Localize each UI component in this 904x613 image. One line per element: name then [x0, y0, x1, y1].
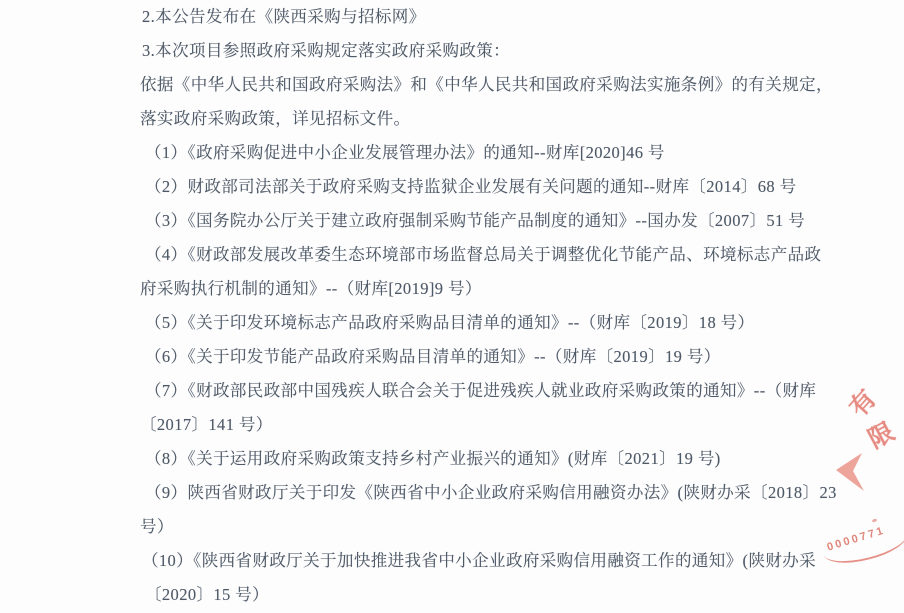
seal-character-bottom: 限 — [864, 418, 900, 454]
text-line: 3.本次项目参照政府采购规定落实政府采购政策： — [142, 41, 511, 60]
text-line: 依据《中华人民共和国政府采购法》和《中华人民共和国政府采购法实施条例》的有关规定， — [140, 75, 833, 94]
text-line: （8）《关于运用政府采购政策支持乡村产业振兴的通知》(财库〔2021〕19 号) — [145, 449, 721, 468]
text-line: 府采购执行机制的通知》--（财库[2019]9 号） — [140, 279, 482, 298]
seal-character-top: 有 — [844, 385, 882, 423]
text-line: 落实政府采购政策，详见招标文件。 — [140, 109, 411, 128]
seal-star-fragment-icon — [836, 453, 866, 493]
text-line: 〔2017〕141 号） — [140, 415, 273, 434]
seal-serial-number: 0000771 — [825, 524, 887, 554]
text-line: （2）财政部司法部关于政府采购支持监狱企业发展有关问题的通知--财库〔2014〕68 号 — [145, 177, 797, 196]
text-line: （1）《政府采购促进中小企业发展管理办法》的通知--财库[2020]46 号 — [145, 143, 665, 162]
text-line: 号） — [140, 517, 174, 536]
text-line: （6）《关于印发节能产品政府采购品目清单的通知》--（财库〔2019〕19 号） — [145, 347, 721, 366]
text-line: （5）《关于印发环境标志产品政府采购品目清单的通知》--（财库〔2019〕18 号） — [145, 313, 755, 332]
text-line: （7）《财政部民政部中国残疾人联合会关于促进残疾人就业政府采购政策的通知》--（财库 — [145, 381, 817, 400]
text-line: （4）《财政部发展改革委生态环境部市场监督总局关于调整优化节能产品、环境标志产品政 — [145, 245, 822, 264]
text-line: （10）《陕西省财政厅关于加快推进我省中小企业政府采购信用融资工作的通知》(陕财办采 — [142, 551, 817, 570]
seal-ink-speck — [872, 518, 878, 523]
text-line: （3）《国务院办公厅关于建立政府强制采购节能产品制度的通知》--国办发〔2007〕51 号 — [145, 211, 806, 230]
text-line: （9）陕西省财政厅关于印发《陕西省中小企业政府采购信用融资办法》(陕财办采〔2018〕23 — [145, 483, 837, 502]
text-line: 〔2020〕15 号） — [145, 585, 270, 604]
text-line: 2.本公告发布在《陕西采购与招标网》 — [142, 7, 426, 26]
